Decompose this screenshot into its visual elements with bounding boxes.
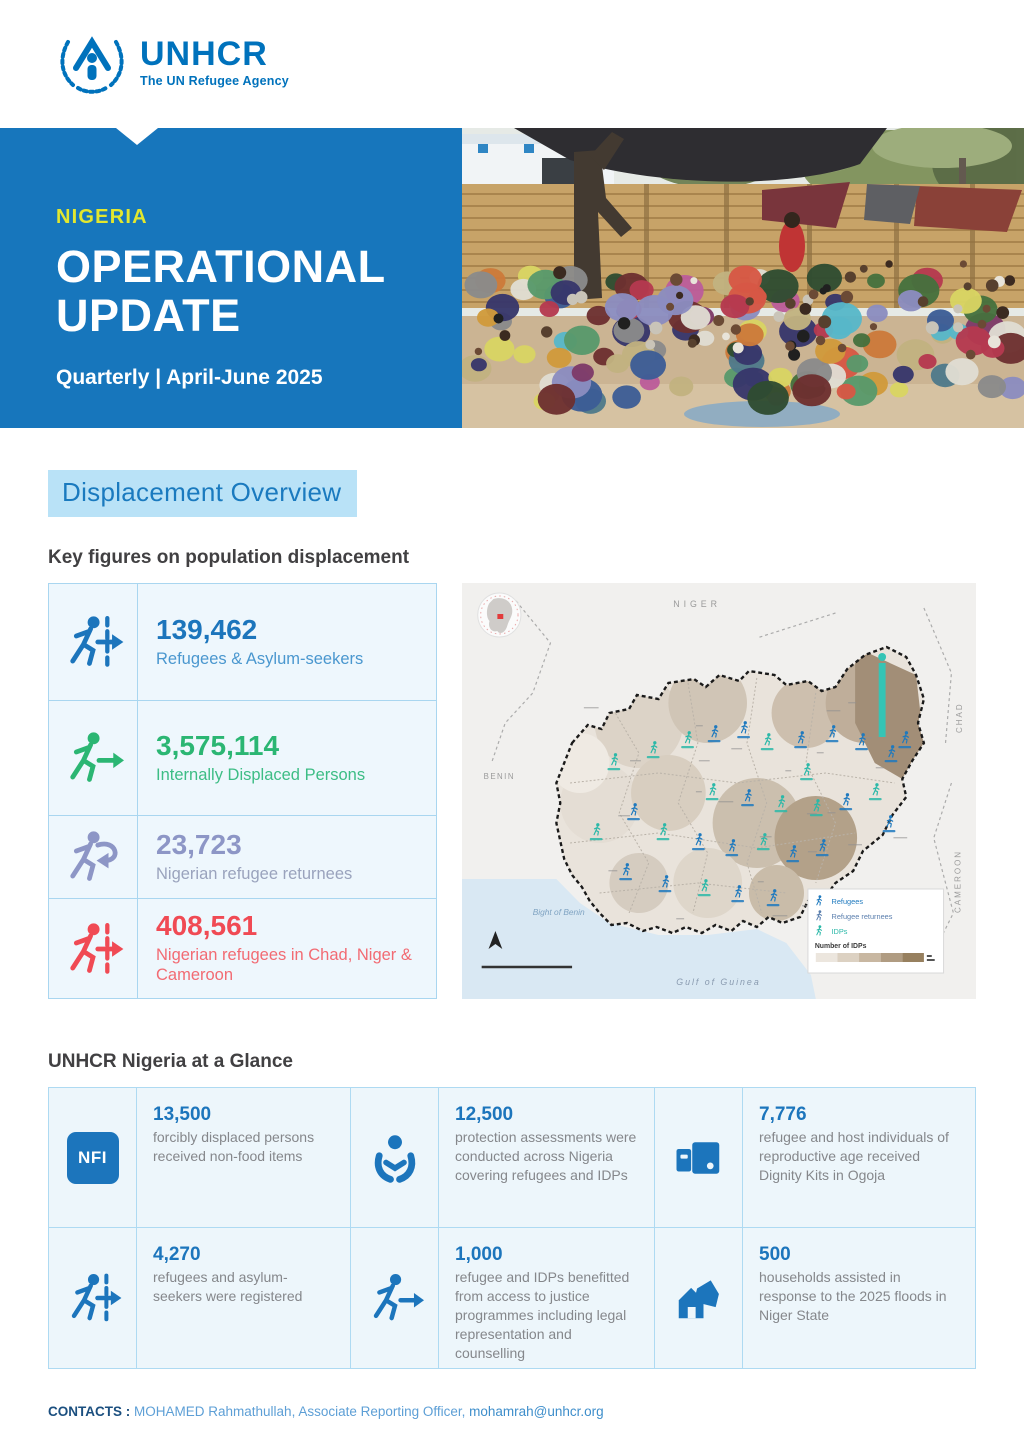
glance-value: 4,270 bbox=[153, 1244, 201, 1265]
brand-tagline: The UN Refugee Agency bbox=[140, 73, 289, 88]
cover-photo-illustration bbox=[462, 128, 1024, 428]
unhcr-emblem-icon bbox=[56, 30, 128, 94]
key-figure-row-refugees-abroad bbox=[49, 898, 436, 998]
glance-item-nfi bbox=[137, 1088, 351, 1228]
refugee-registration-icon bbox=[49, 1228, 137, 1368]
glance-item-dignity-kits bbox=[743, 1088, 975, 1228]
refugees-abroad-label: Nigerian refugees in Chad, Niger & Cameroon bbox=[156, 945, 412, 985]
nigeria-displacement-map bbox=[462, 583, 976, 999]
header bbox=[0, 0, 1024, 128]
contacts-label: CONTACTS : bbox=[48, 1404, 131, 1419]
unhcr-logo bbox=[56, 30, 1024, 94]
label-niger: NIGER bbox=[673, 598, 721, 610]
glance-item-registration bbox=[137, 1228, 351, 1368]
dignity-kits-icon bbox=[655, 1088, 743, 1228]
hands-protection-icon bbox=[351, 1088, 439, 1228]
key-figures-heading: Key figures on population displacement bbox=[48, 547, 410, 568]
main-content bbox=[0, 428, 1024, 1369]
legend-returnees: Refugee returnees bbox=[831, 911, 893, 922]
flood-households-icon bbox=[655, 1228, 743, 1368]
glance-heading: UNHCR Nigeria at a Glance bbox=[48, 1051, 293, 1072]
idps-value: 3,575,114 bbox=[156, 729, 280, 761]
choropleth-ramp bbox=[816, 953, 935, 962]
label-chad: CHAD bbox=[955, 702, 965, 733]
refugees-abroad-value: 408,561 bbox=[156, 909, 258, 941]
glance-desc: households assisted in response to the 2025 floods in Niger State bbox=[759, 1269, 947, 1323]
glance-item-justice bbox=[439, 1228, 655, 1368]
idps-label: Internally Displaced Persons bbox=[156, 765, 366, 784]
refugee-outflow-icon bbox=[49, 899, 138, 998]
refugees-value: 139,462 bbox=[156, 613, 258, 645]
logo-wordmark bbox=[140, 34, 289, 88]
key-figure-text bbox=[138, 899, 436, 998]
map-legend bbox=[808, 889, 944, 973]
returnees-value: 23,723 bbox=[156, 828, 242, 860]
cover-banner bbox=[0, 128, 1024, 428]
key-figure-row-refugees bbox=[49, 584, 436, 700]
report-title bbox=[56, 243, 462, 340]
glance-desc: refugee and host individuals of reproductive age received Dignity Kits in Ogoja bbox=[759, 1129, 949, 1183]
glance-desc: forcibly displaced persons received non-food items bbox=[153, 1129, 315, 1164]
glance-desc: protection assessments were conducted across Nigeria covering refugees and IDPs bbox=[455, 1129, 637, 1183]
report-period: Quarterly | April-June 2025 bbox=[56, 366, 323, 390]
glance-grid bbox=[48, 1087, 976, 1369]
legend-idps: IDPs bbox=[831, 926, 848, 937]
label-benin: BENIN bbox=[483, 771, 516, 782]
key-figure-text bbox=[138, 701, 436, 815]
country-label: NIGERIA bbox=[56, 206, 148, 228]
glance-desc: refugees and asylum-seekers were registered bbox=[153, 1269, 303, 1304]
label-bight-of-benin: Bight of Benin bbox=[532, 906, 585, 918]
glance-value: 13,500 bbox=[153, 1104, 212, 1125]
glance-item-floods bbox=[743, 1228, 975, 1368]
contacts-footer bbox=[48, 1404, 604, 1419]
tarp-red-right bbox=[914, 186, 1022, 232]
key-figure-text bbox=[138, 816, 436, 898]
title-line-1: OPERATIONAL bbox=[56, 241, 386, 292]
glance-value: 7,776 bbox=[759, 1104, 807, 1125]
label-cameroon: CAMEROON bbox=[953, 849, 963, 913]
returnee-icon bbox=[49, 816, 138, 898]
refugee-crossing-icon bbox=[49, 584, 138, 700]
africa-locator-inset bbox=[478, 593, 521, 637]
cover-photo bbox=[462, 128, 1024, 428]
legend-refugees: Refugees bbox=[831, 896, 864, 907]
legend-title: Number of IDPs bbox=[814, 942, 867, 951]
nfi-icon: NFI bbox=[49, 1088, 137, 1228]
glance-desc: refugee and IDPs benefitted from access to justice programmes including legal representation and counselling bbox=[455, 1269, 630, 1361]
contact-email-link[interactable]: mohamrah@unhcr.org bbox=[469, 1404, 604, 1419]
returnees-label: Nigerian refugee returnees bbox=[156, 864, 353, 883]
banner-notch bbox=[116, 128, 158, 145]
walking-person-icon bbox=[351, 1228, 439, 1368]
key-figure-row-returnees bbox=[49, 815, 436, 898]
refugees-label: Refugees & Asylum-seekers bbox=[156, 649, 364, 668]
brand-name: UNHCR bbox=[140, 34, 268, 73]
title-block bbox=[0, 128, 462, 428]
borno-idp-bar bbox=[878, 653, 886, 737]
section-heading-displacement: Displacement Overview bbox=[48, 470, 357, 517]
tarp-red-left bbox=[762, 182, 850, 228]
glance-value: 500 bbox=[759, 1244, 791, 1265]
displacement-overview-row bbox=[48, 583, 976, 999]
idp-walking-icon bbox=[49, 701, 138, 815]
key-figure-row-idps bbox=[49, 700, 436, 815]
glance-value: 12,500 bbox=[455, 1104, 514, 1125]
label-gulf-of-guinea: Gulf of Guinea bbox=[676, 976, 761, 988]
title-line-2: UPDATE bbox=[56, 289, 241, 341]
key-figures-table bbox=[48, 583, 437, 999]
glance-item-protection bbox=[439, 1088, 655, 1228]
contact-person: MOHAMED Rahmathullah, Associate Reporting Officer, bbox=[134, 1404, 470, 1419]
glance-value: 1,000 bbox=[455, 1244, 503, 1265]
key-figure-text bbox=[138, 584, 436, 700]
